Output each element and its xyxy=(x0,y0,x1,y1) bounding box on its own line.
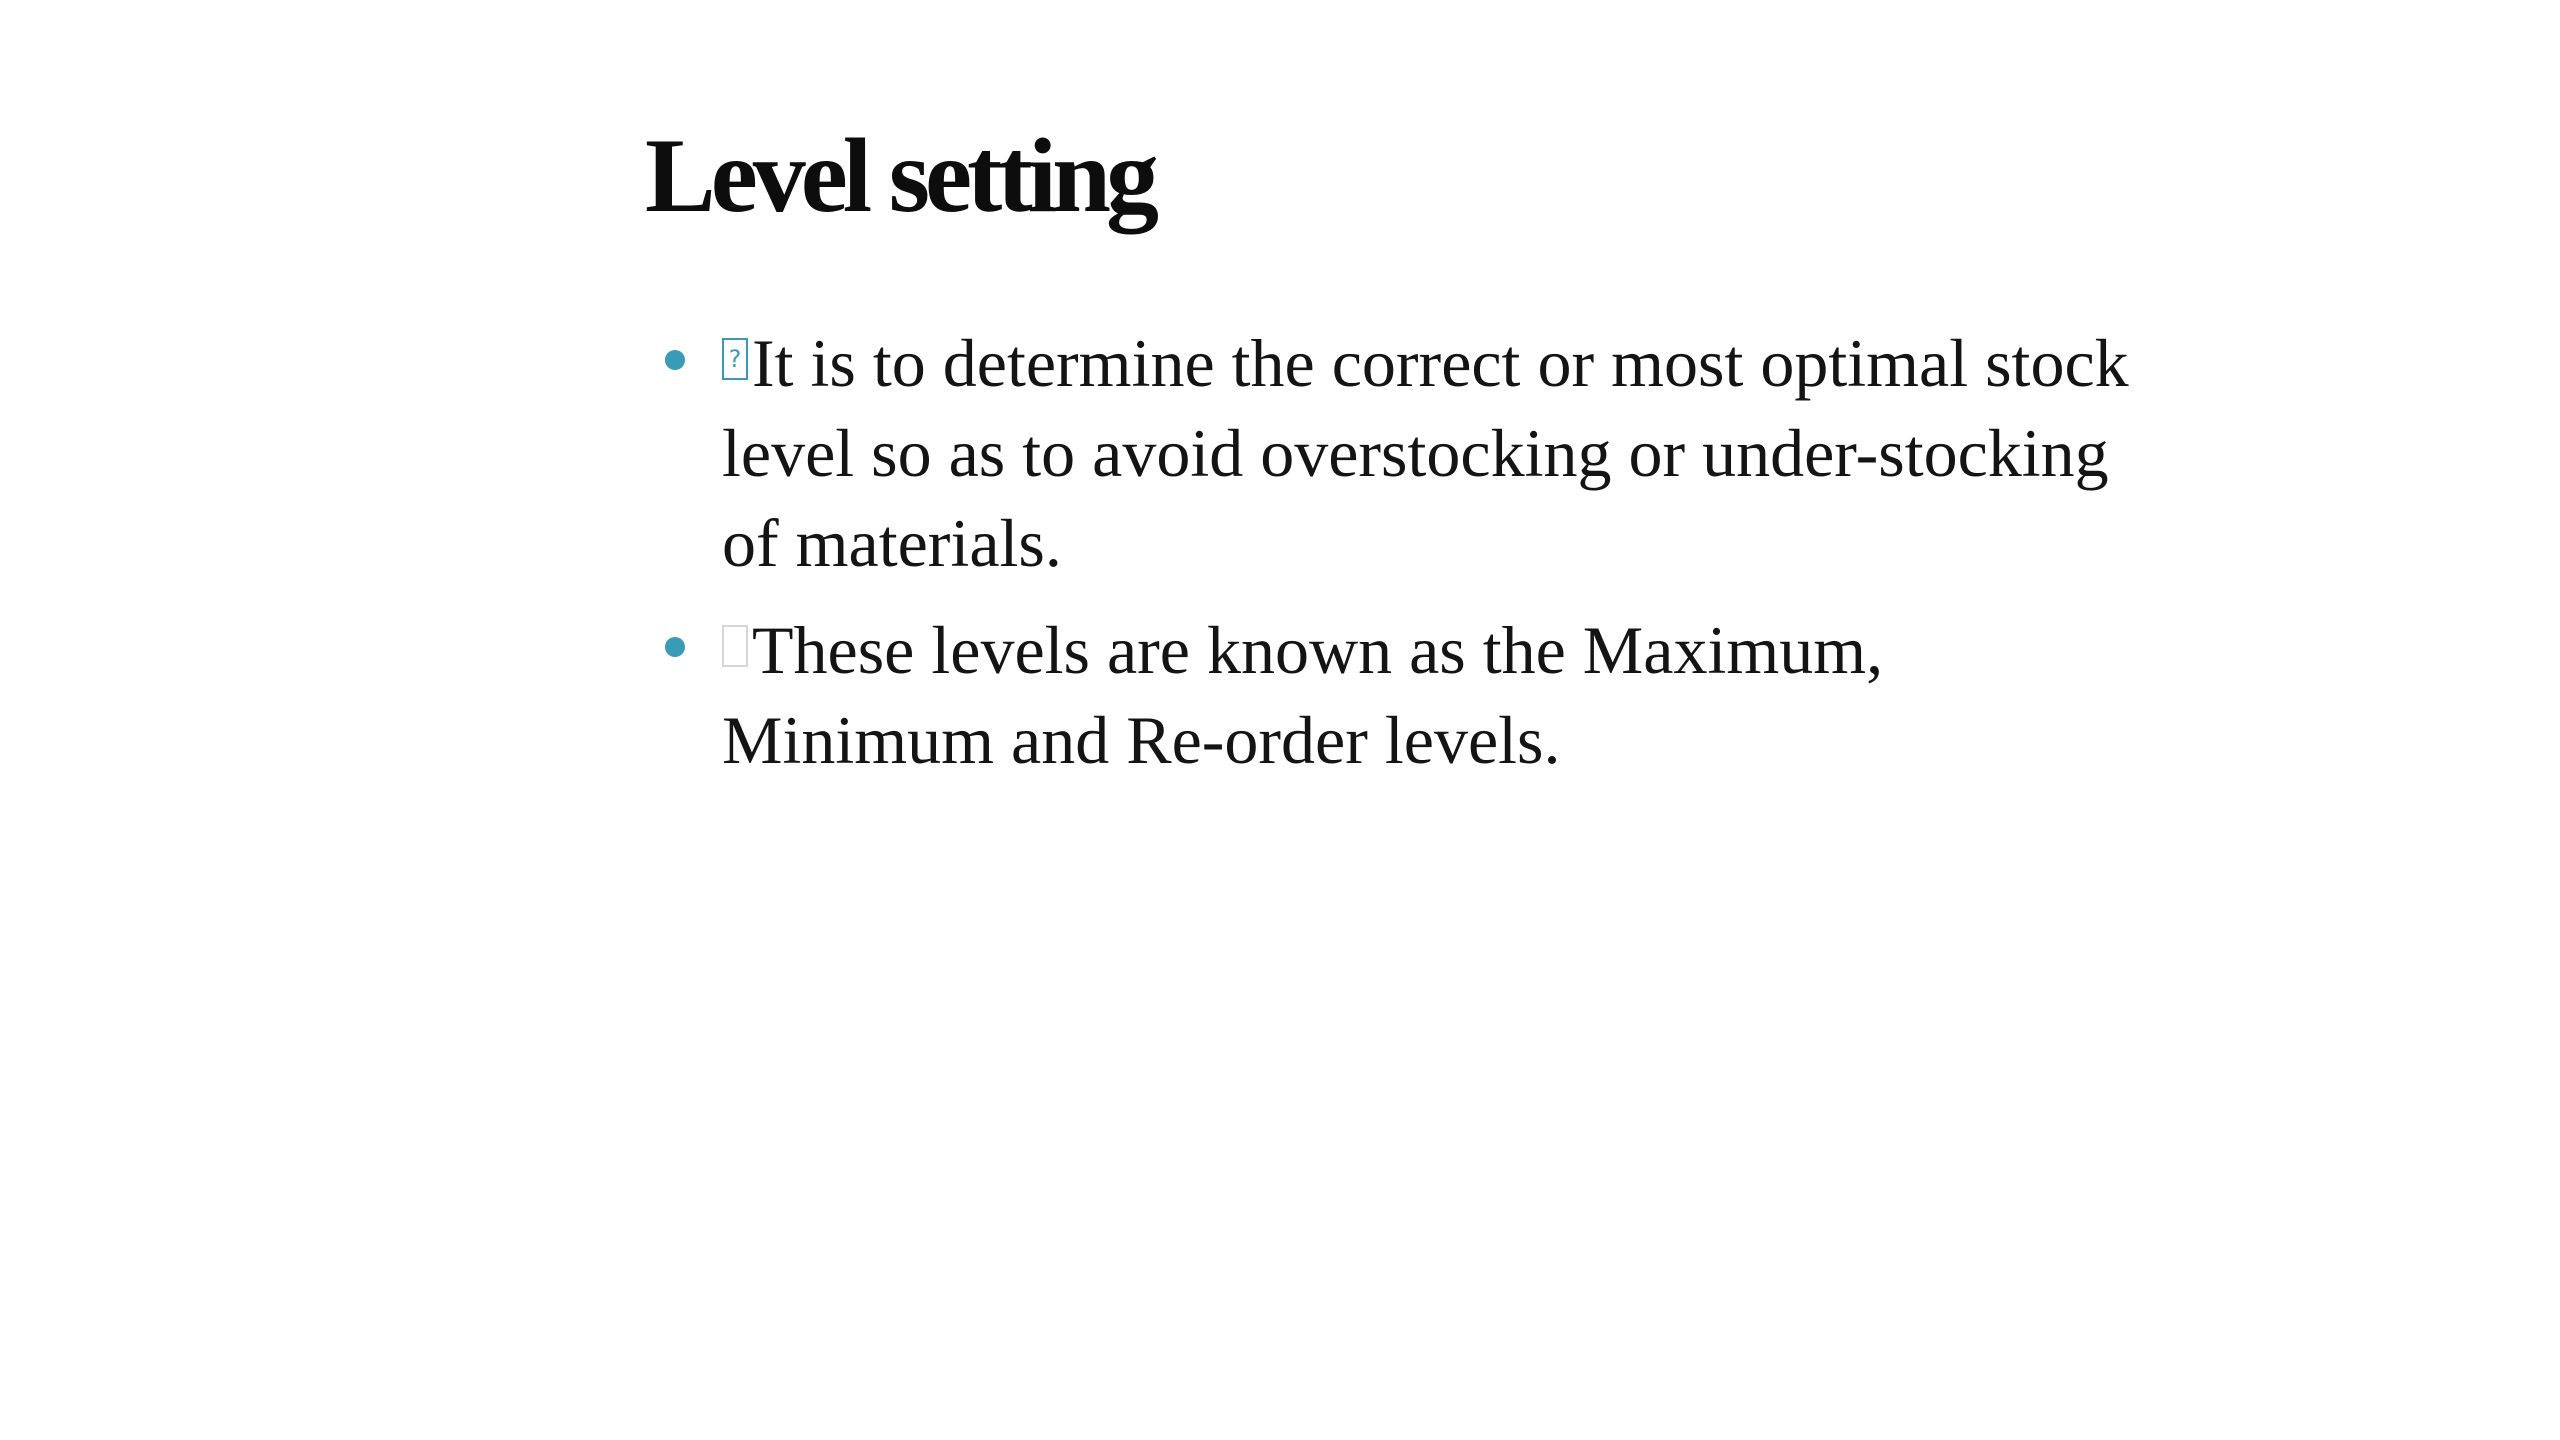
bullet-dot-icon xyxy=(665,637,685,657)
missing-glyph-icon xyxy=(722,338,748,380)
bullet-dot-icon xyxy=(665,350,685,370)
slide-title: Level setting xyxy=(645,117,1155,234)
bullet-list xyxy=(645,318,2145,802)
missing-glyph-icon xyxy=(722,625,748,667)
bullet-item xyxy=(645,605,2145,785)
bullet-text: It is to determine the correct or most optimal stock level so as to avoid overstocking or under-stocking of materials. xyxy=(722,325,2129,581)
bullet-text: These levels are known as the Maximum, Minimum and Re-order levels. xyxy=(722,612,1884,778)
bullet-item xyxy=(645,318,2145,588)
missing-glyph-mark: ? xyxy=(728,345,742,373)
